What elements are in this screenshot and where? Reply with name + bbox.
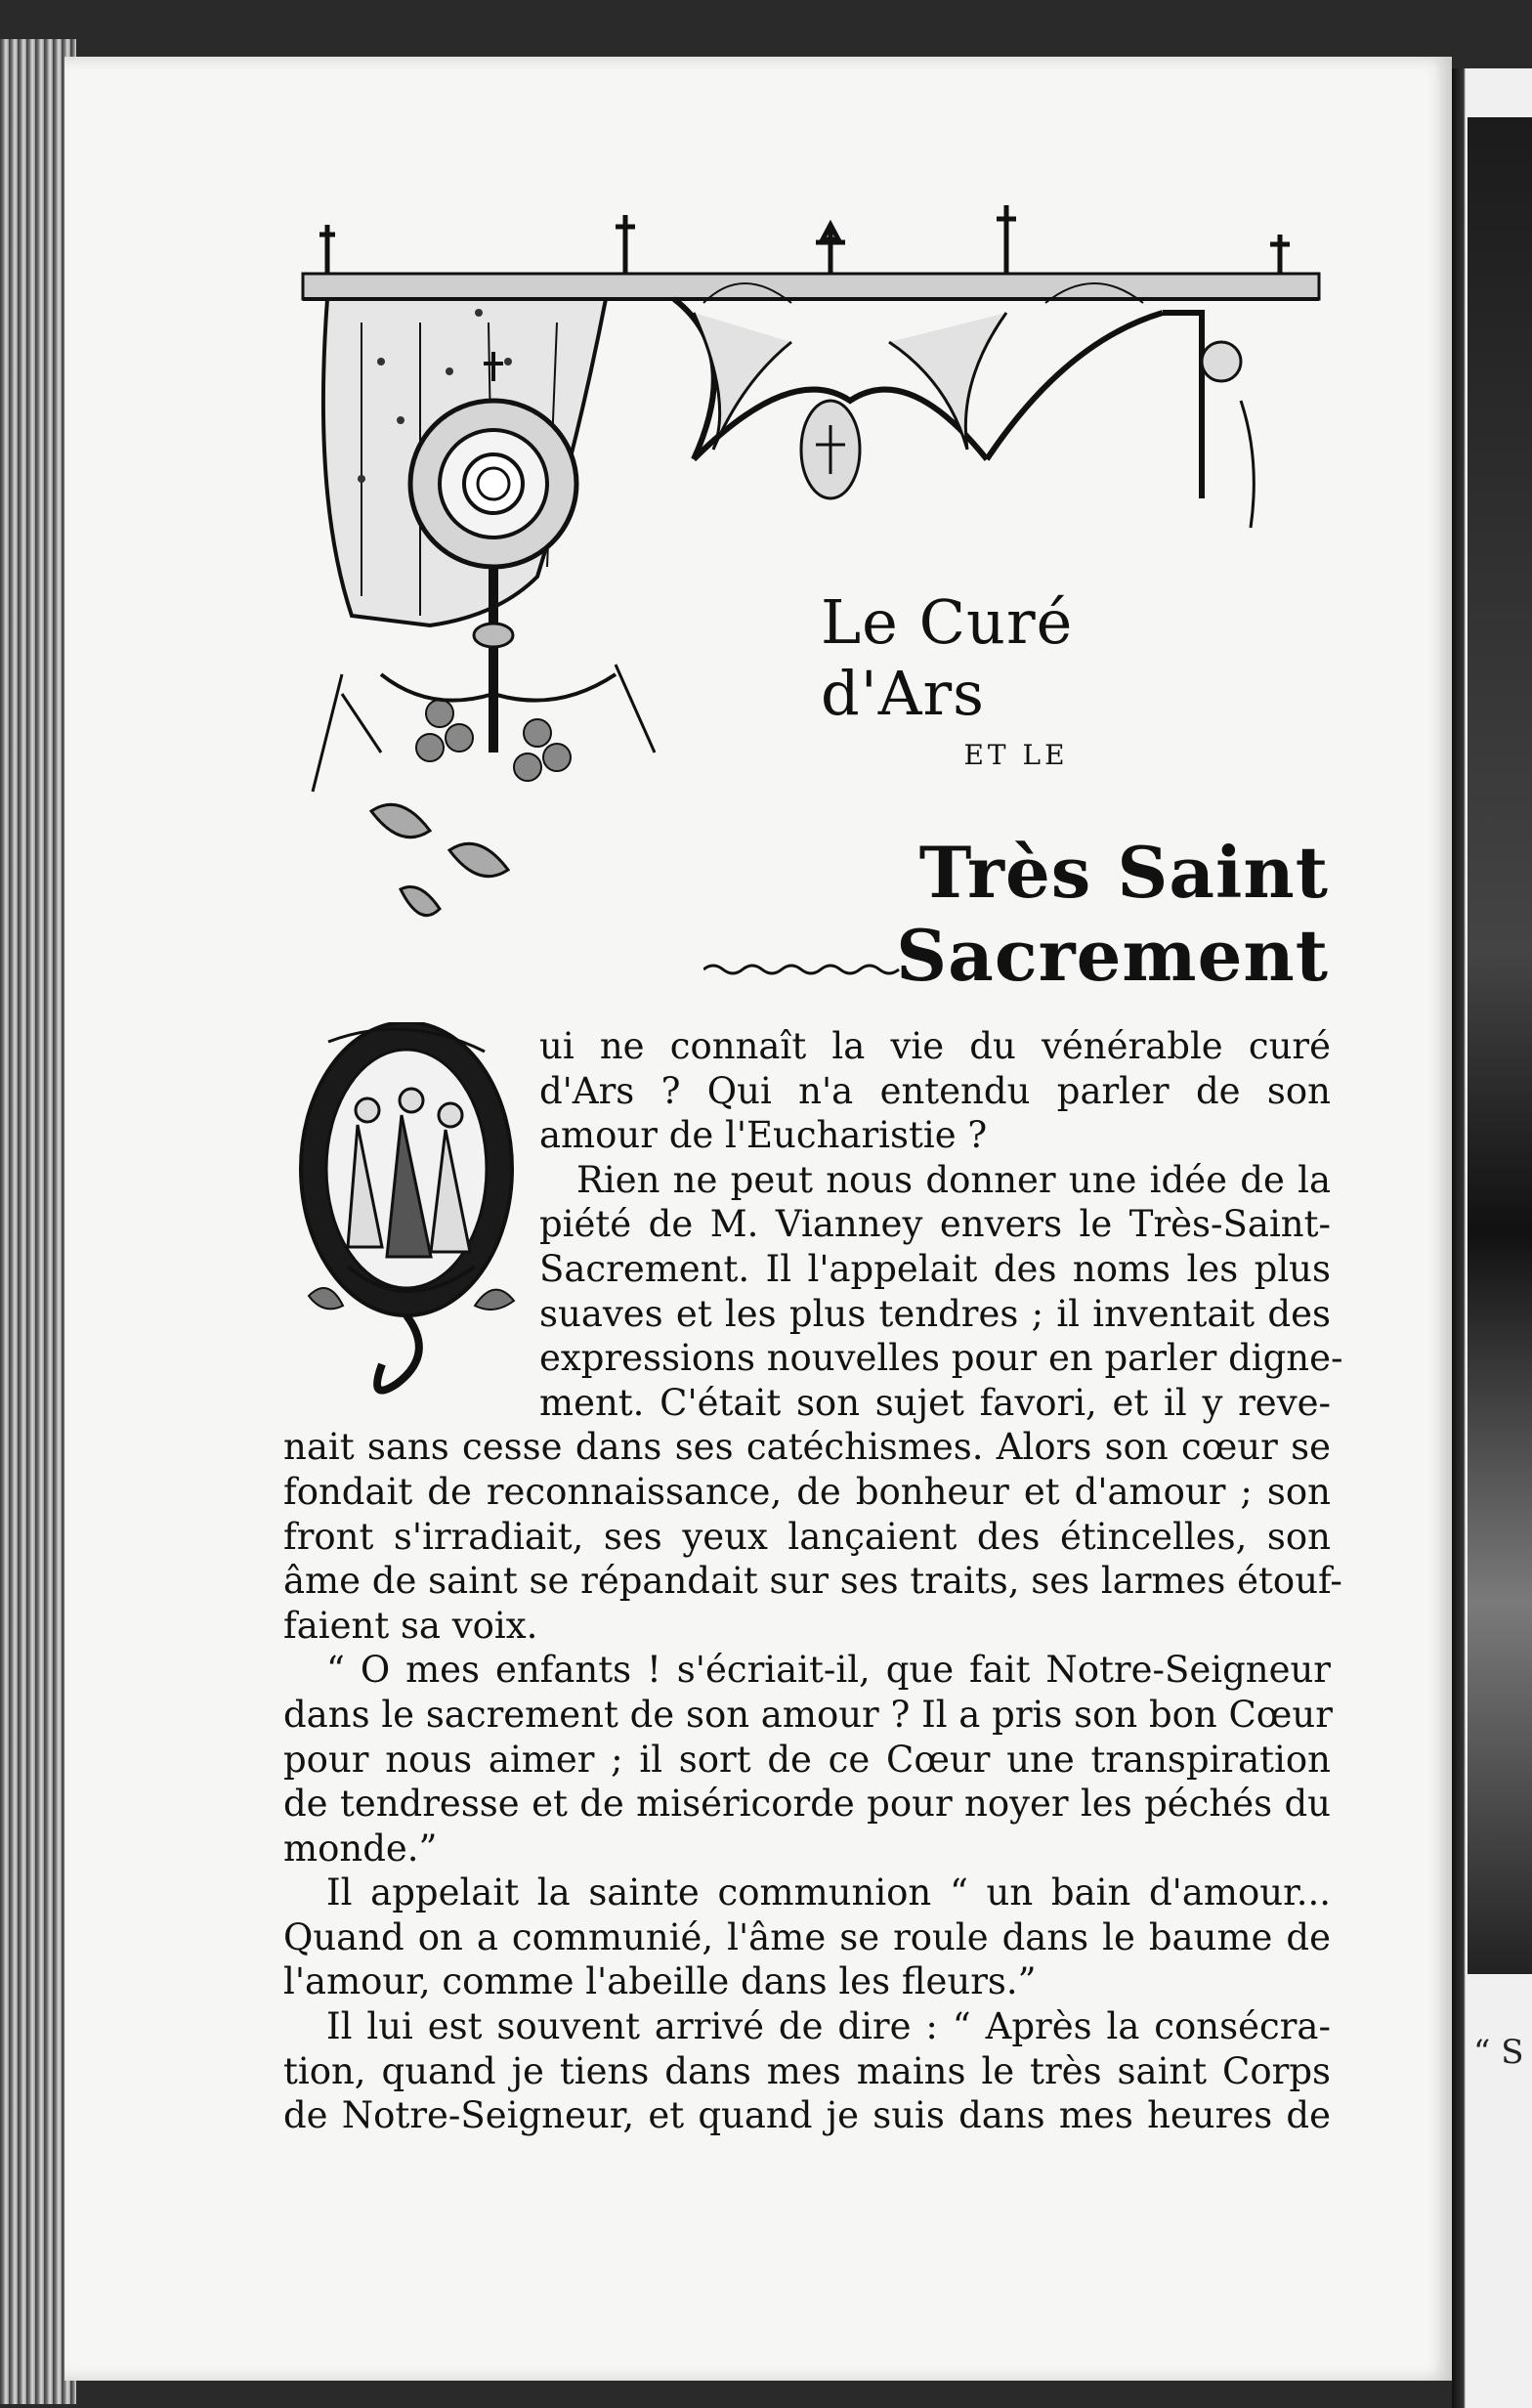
text-line: nait sans cesse dans ses catéchismes. Alors son cœur se (283, 1426, 1331, 1469)
title-line-3: Très Saint Sacrement (896, 831, 1329, 997)
text-line: monde.” (283, 1827, 438, 1870)
text-line: Il appelait la sainte communion “ un bain d'amour... (326, 1871, 1331, 1914)
body-text (283, 1024, 1343, 2138)
text-line: Sacrement. Il l'appelait des noms les plus (539, 1247, 1331, 1290)
text-line: front s'irradiait, ses yeux lançaient des étincelles, son (283, 1515, 1331, 1558)
adjacent-page-photo (1468, 117, 1532, 1974)
text-line: fondait de reconnaissance, de bonheur et d'amour ; son (283, 1470, 1331, 1513)
text-line: de tendresse et de miséricorde pour noyer les péchés du (283, 1783, 1331, 1826)
text-line: âme de saint se répandait sur ses traits, ses larmes étouf- (283, 1560, 1342, 1603)
text-line: suaves et les plus tendres ; il inventait des (539, 1292, 1331, 1335)
text-line: l'amour, comme l'abeille dans les fleurs.” (283, 1960, 1037, 2003)
adjacent-page-caption: “ S (1473, 2033, 1524, 2072)
text-line: tion, quand je tiens dans mes mains le très saint Corps (283, 2049, 1331, 2092)
text-line: ui ne connaît la vie du vénérable curé (539, 1025, 1331, 1067)
text-line: Il lui est souvent arrivé de dire : “ Après la consécra- (326, 2005, 1331, 2048)
text-line: Rien ne peut nous donner une idée de la (576, 1158, 1331, 1201)
title-line-2: ET LE (963, 739, 1069, 771)
text-line: piété de M. Vianney envers le Très-Saint- (539, 1203, 1331, 1246)
text-line: amour de l'Eucharistie ? (539, 1114, 988, 1157)
wavy-rule-icon (703, 958, 909, 981)
text-line: ment. C'était son sujet favori, et il y reve- (539, 1381, 1331, 1424)
text-line: “ O mes enfants ! s'écriait-il, que fait Notre-Seigneur (326, 1649, 1331, 1692)
text-line: faient sa voix. (283, 1604, 538, 1647)
text-line: de Notre-Seigneur, et quand je suis dans mes heures de (283, 2094, 1331, 2137)
title-line-1: Le Curé d'Ars (821, 586, 1074, 729)
text-line: pour nous aimer ; il sort de ce Cœur une transpiration (283, 1738, 1331, 1781)
text-line: Quand on a communié, l'âme se roule dans le baume de (283, 1915, 1331, 1958)
text-line: d'Ars ? Qui n'a entendu parler de son (539, 1069, 1331, 1112)
text-line: dans le sacrement de son amour ? Il a pris son bon Cœur (283, 1693, 1333, 1736)
text-line: expressions nouvelles pour en parler digne- (539, 1337, 1343, 1380)
